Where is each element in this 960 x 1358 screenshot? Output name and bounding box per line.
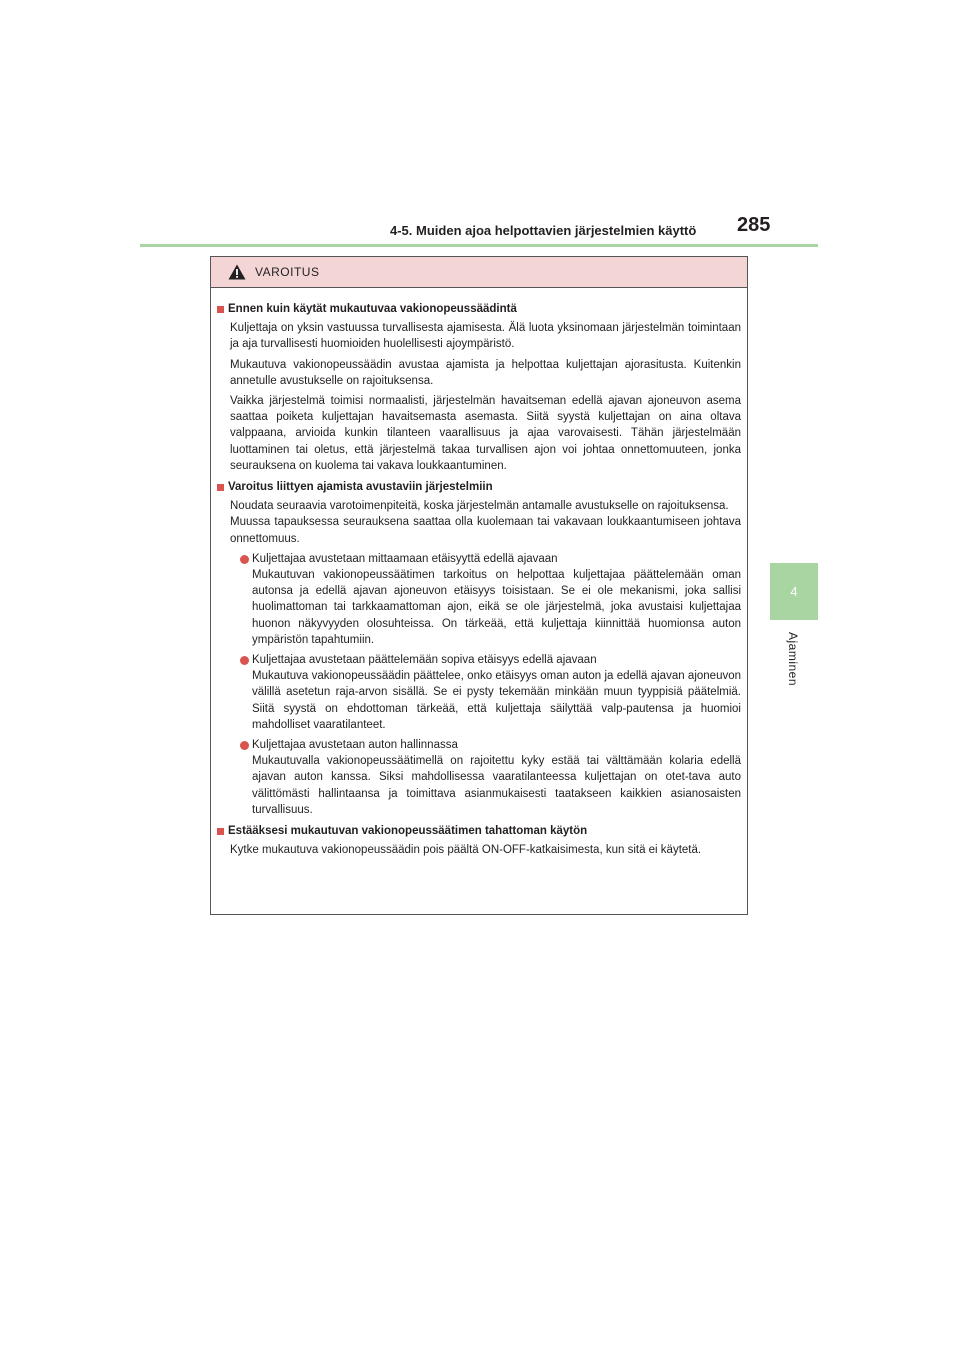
warning-header	[211, 257, 747, 288]
chapter-tab-label: Ajaminen	[786, 632, 800, 687]
header-rule	[140, 244, 818, 247]
list-item-title: Kuljettajaa avustetaan auton hallinnassa	[252, 739, 458, 752]
chapter-tab	[770, 563, 818, 620]
paragraph: Kuljettaja on yksin vastuussa turvallisesta ajamisesta. Älä luota yksinomaan järjestelmän toimintaan ja aja turvallisesti huomioiden huolellisesti ajoympäristö.	[230, 322, 741, 351]
list-item-content	[252, 737, 741, 818]
section-heading-text: Estääksesi mukautuvan vakionopeussäätimen tahattoman käytön	[228, 825, 588, 838]
paragraph: Muussa tapauksessa seurauksena saattaa olla kuolemaan tai vakavaan loukkaantumiseen johtava onnettomuus.	[230, 516, 741, 545]
list-item-content	[252, 551, 741, 648]
list-item-text: Mukautuvalla vakionopeussäätimellä on rajoitettu kyky estää tai välttämään kolaria edellä ajavan auton kanssa. Siksi mahdollisessa vaaratilanteessa kuljettajan on otet-tava auto välittömästi hallintaansa ja toimittava asianmukaisesti taatakseen kaikkien asianosaisten turvallisuus.	[252, 755, 741, 816]
paragraph: Vaikka järjestelmä toimisi normaalisti, järjestelmän havaitseman edellä ajavan ajoneuvon asema saattaa poiketa kuljettajan havaitsemasta asemasta. Siitä syystä kuljettajan on aina oltava valppaana, arvioida kunkin tilanteen vaarallisuus ja ajaa varovaisesti. Tähän järjestelmään luottaminen tai oletus, että järjestelmä takaa turvallisen ajon voi johtaa onnettomuuteen, jonka seurauksena on kuolema tai vakava loukkaantuminen.	[230, 395, 741, 472]
paragraph: Mukautuva vakionopeussäädin avustaa ajamista ja helpottaa kuljettajan ajorasitusta. Kuitenkin annetulle avustukselle on rajoituksensa.	[230, 358, 741, 387]
warning-section	[217, 479, 741, 818]
section-heading-text: Varoitus liittyen ajamista avustaviin järjestelmiin	[228, 481, 493, 494]
section-heading	[217, 479, 741, 495]
page-number: 285	[737, 214, 771, 236]
warning-title: VAROITUS	[255, 265, 320, 279]
warning-section	[217, 301, 741, 474]
list-item-title: Kuljettajaa avustetaan mittaamaan etäisyyttä edellä ajavaan	[252, 552, 558, 565]
square-bullet-icon	[217, 828, 224, 835]
chapter-tab-number: 4	[790, 584, 798, 599]
section-heading-text: Ennen kuin käytät mukautuvaa vakionopeussäädintä	[228, 303, 517, 315]
square-bullet-icon	[217, 484, 224, 491]
list-item-text: Mukautuvan vakionopeussäätimen tarkoitus on helpottaa kuljettajaa päättelemään oman autonsa ja edellä ajavan ajoneuvon etäisyys toisistaan. Se ei ole mekanismi, joka sallisi huolimattoman tai tarkkaamattoman ajon, eikä se ole järjestelmä, joka avustaisi kuljettajaa huonon näkyvyyden olosuhteissa. On tärkeää, että kuljettaja kiinnittää huomionsa auton ympäristön tapahtumiin.	[252, 569, 741, 646]
warning-body	[211, 288, 747, 859]
section-heading	[217, 301, 741, 317]
list-item-title: Kuljettajaa avustetaan päättelemään sopiva etäisyys edellä ajavaan	[252, 654, 597, 667]
paragraph: Kytke mukautuva vakionopeussäädin pois päältä ON-OFF-katkaisimesta, kun sitä ei käytetä.	[230, 844, 702, 857]
round-bullet-icon	[240, 656, 249, 665]
round-bullet-icon	[240, 741, 249, 750]
warning-triangle-icon	[228, 264, 246, 280]
round-bullet-icon	[240, 555, 249, 564]
list-item-content	[252, 652, 741, 733]
list-item	[240, 652, 741, 733]
list-item	[240, 551, 741, 648]
paragraph: Noudata seuraavia varotoimenpiteitä, koska järjestelmän antamalle avustukselle on rajoituksensa.	[230, 500, 729, 513]
warning-section	[217, 823, 741, 858]
list-item-text: Mukautuva vakionopeussäädin päättelee, onko etäisyys oman auton ja edellä ajavan ajoneuvon välillä asetetun raja-arvon sisällä. Se ei pysty tekemään minkään muun tyyppisiä päätelmiä. Siitä syystä on ehdottoman tärkeää, että kuljettaja säilyttää valp-pautensa ja huomioi mahdolliset vaaratilanteet.	[252, 670, 741, 731]
list-item	[240, 737, 741, 818]
square-bullet-icon	[217, 306, 224, 313]
section-heading	[217, 823, 741, 839]
warning-box	[210, 256, 748, 915]
chapter-heading: 4-5. Muiden ajoa helpottavien järjestelmien käyttö	[390, 223, 697, 238]
